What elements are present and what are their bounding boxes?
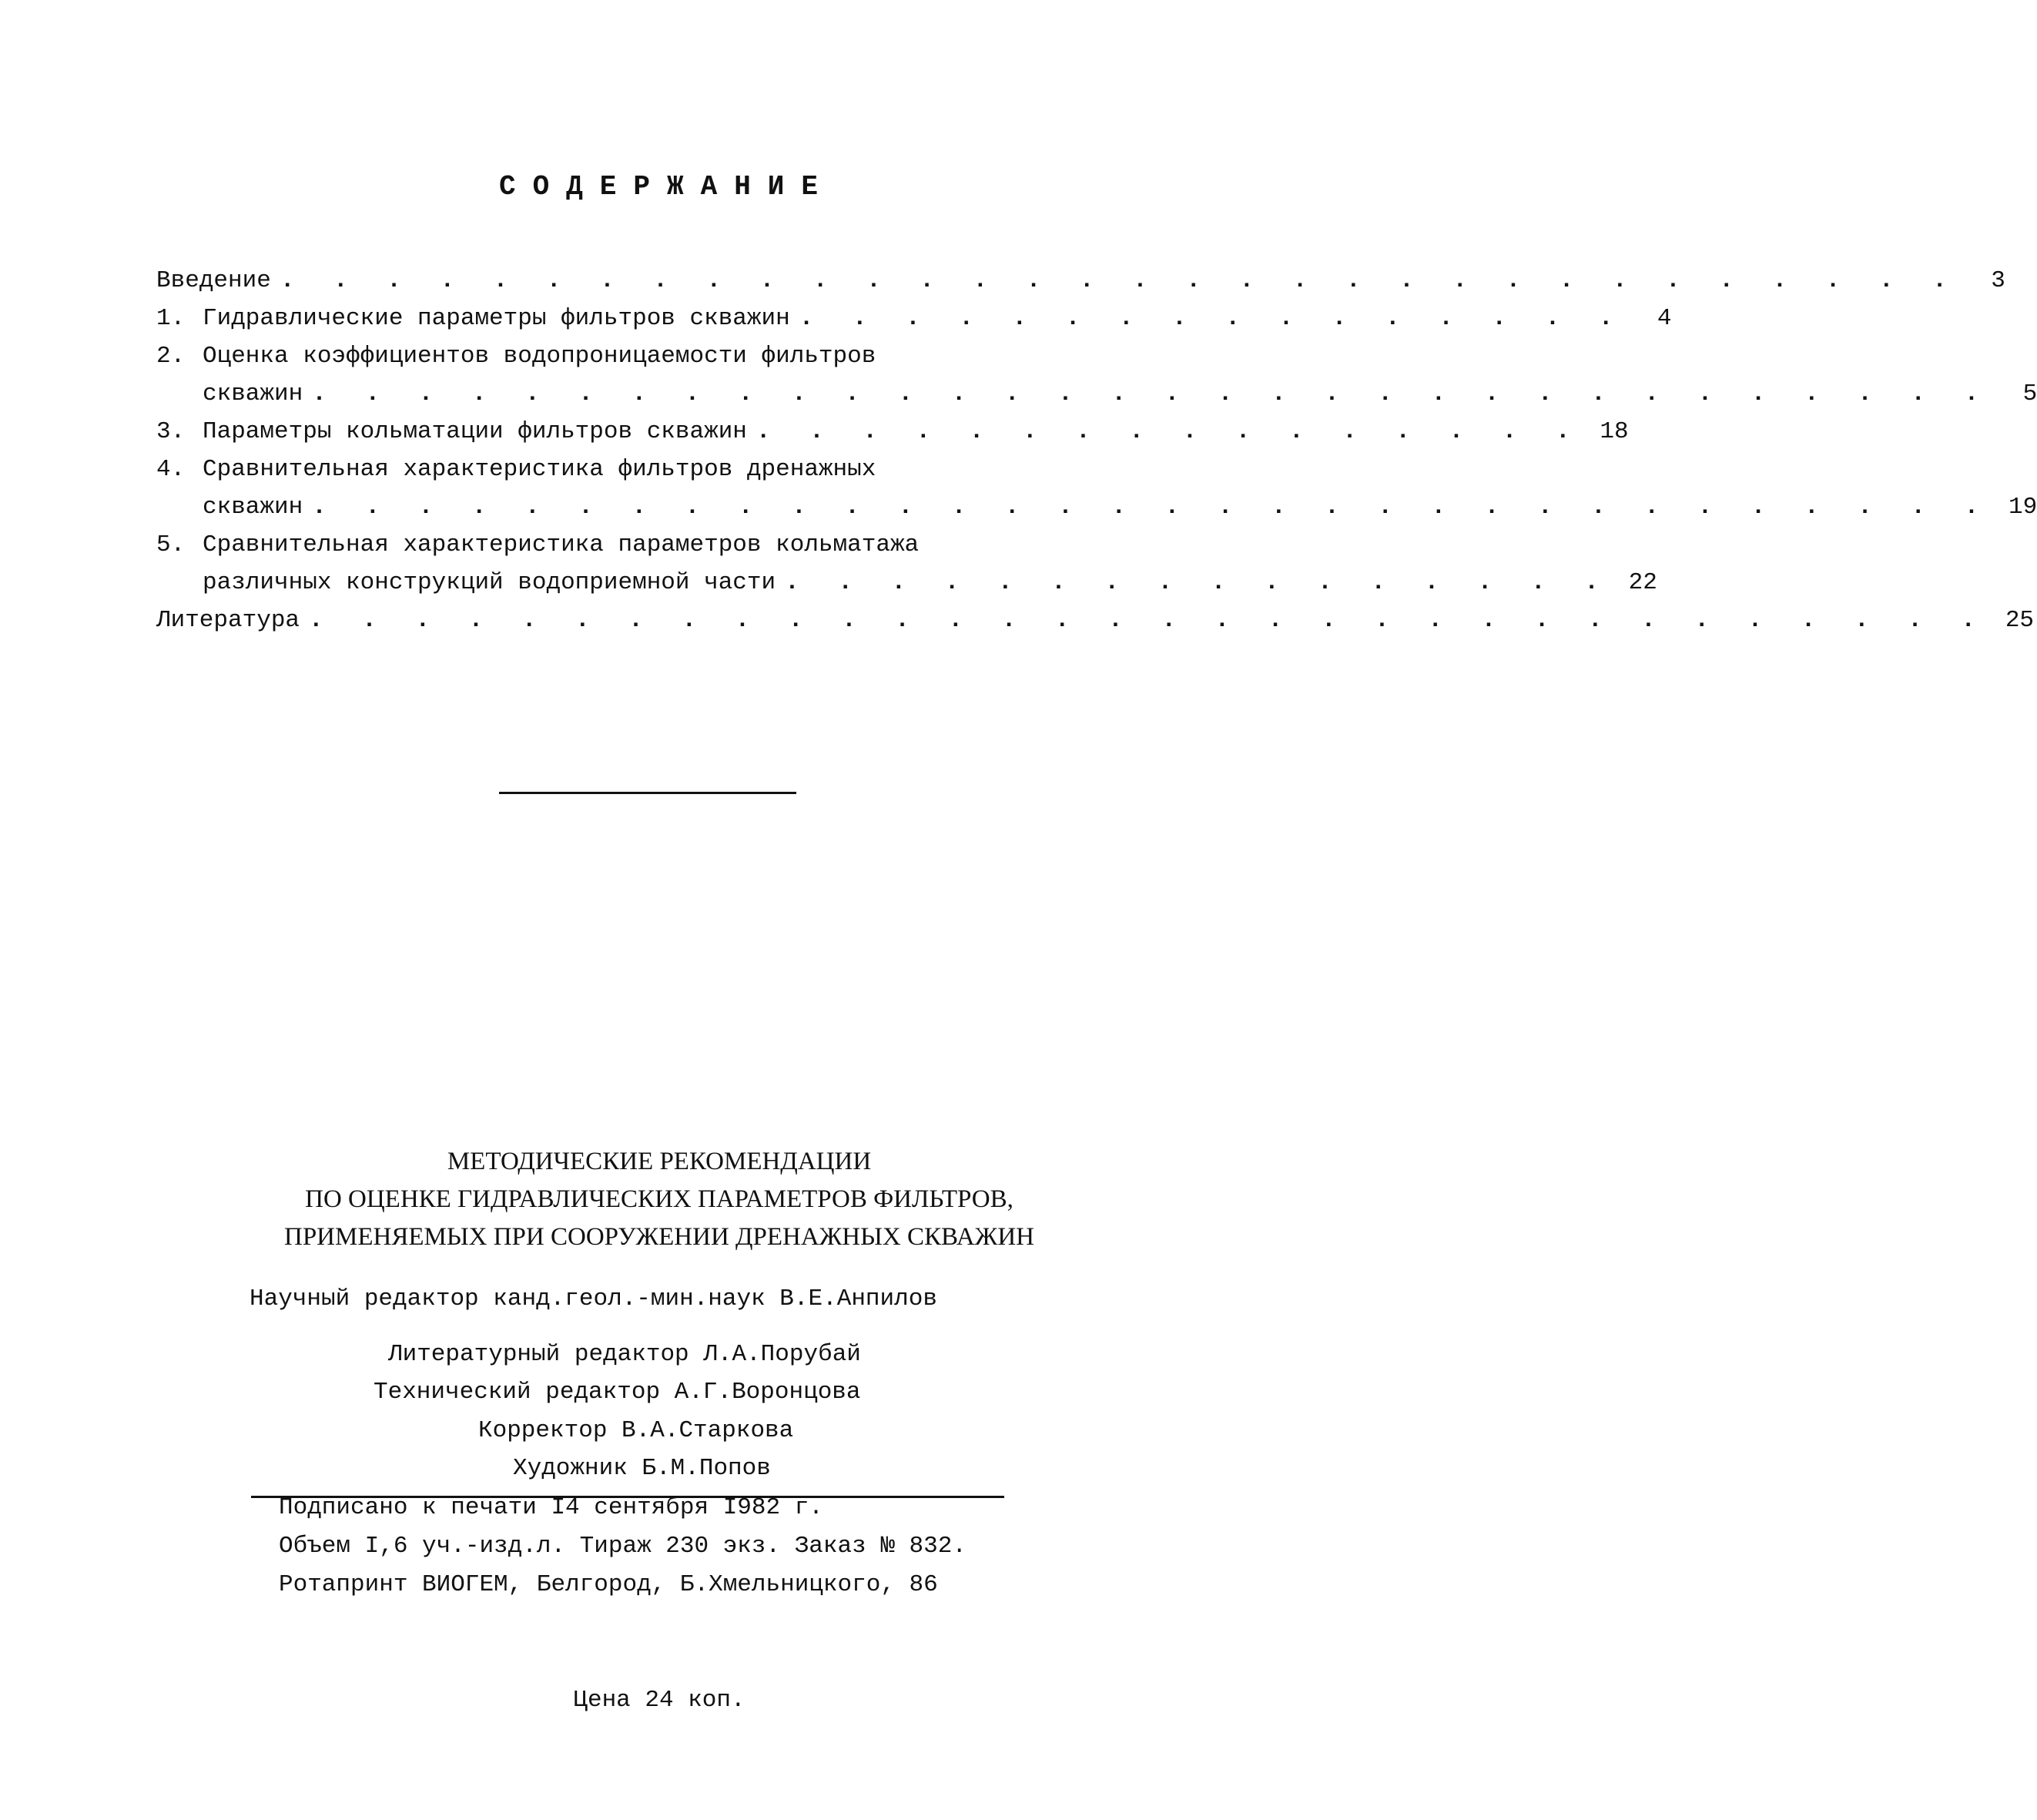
literary-editor-line: Литературный редактор Л.А.Порубай xyxy=(388,1341,861,1368)
toc-leader-dots: . . . . . . . . . . . . . . . . . . . . . . . . . . . . . . . . xyxy=(312,380,1992,407)
toc-entry-2 xyxy=(156,337,1165,375)
toc-entry-number: 1. xyxy=(156,305,186,332)
toc-entry-title-continued: различных конструкций водоприемной части xyxy=(203,569,776,596)
artist-line: Художник Б.М.Попов xyxy=(513,1455,771,1482)
printer-line: Ротапринт ВИОГЕМ, Белгород, Б.Хмельницкого, 86 xyxy=(279,1571,938,1598)
signed-for-print-line: Подписано к печати I4 сентября I982 г. xyxy=(279,1494,823,1521)
toc-entry-page: 25 xyxy=(2005,607,2035,634)
scientific-editor-line: Научный редактор канд.геол.-мин.наук В.Е.Анпилов xyxy=(250,1285,937,1312)
toc-entry-5-continuation xyxy=(156,564,1657,602)
toc-entry-4-continuation xyxy=(156,488,2037,526)
toc-entry-title-continued: скважин xyxy=(203,494,303,521)
toc-leader-dots: . . . . . . . . . . . . . . . . xyxy=(755,418,1583,445)
table-of-contents xyxy=(156,262,2037,639)
toc-leader-dots: . . . . . . . . . . . . . . . . . . . . . . . . . . . . . . . . xyxy=(280,267,1959,294)
toc-entry-page: 22 xyxy=(1628,569,1657,596)
toc-entry-number: 3. xyxy=(156,418,186,445)
toc-entry-page: 19 xyxy=(2009,494,2037,521)
toc-heading: СОДЕРЖАНИЕ xyxy=(498,171,836,203)
toc-entry-page: 3 xyxy=(1991,267,2005,294)
corrector-line: Корректор В.А.Старкова xyxy=(478,1417,794,1444)
toc-entry-page: 4 xyxy=(1657,305,1672,332)
toc-entry-title: Введение xyxy=(156,267,271,294)
toc-entry-title: Сравнительная характеристика фильтров дренажных xyxy=(203,456,876,483)
toc-entry-title: Параметры кольматации фильтров скважин xyxy=(203,418,747,445)
toc-entry-number: 4. xyxy=(156,456,186,483)
volume-line: Объем I,6 уч.-изд.л. Тираж 230 экз. Заказ № 832. xyxy=(279,1533,967,1560)
toc-entry-2-continuation xyxy=(156,375,2037,413)
toc-entry-title: Оценка коэффициентов водопроницаемости фильтров xyxy=(203,343,876,370)
toc-entry-3 xyxy=(156,413,1629,451)
publication-title-line-3: ПРИМЕНЯЕМЫХ ПРИ СООРУЖЕНИИ ДРЕНАЖНЫХ СКВАЖИН xyxy=(284,1223,1034,1251)
technical-editor-line: Технический редактор А.Г.Воронцова xyxy=(374,1379,861,1406)
publication-title-line-1: МЕТОДИЧЕСКИЕ РЕКОМЕНДАЦИИ xyxy=(447,1148,872,1175)
toc-entry-intro xyxy=(156,262,2005,300)
toc-leader-dots: . . . . . . . . . . . . . . . . xyxy=(799,305,1626,332)
toc-entry-page: 18 xyxy=(1600,418,1629,445)
toc-entry-title-continued: скважин xyxy=(203,380,303,407)
publication-title xyxy=(0,1143,1318,1256)
toc-entry-title: Гидравлические параметры фильтров скважин xyxy=(203,305,790,332)
toc-entry-title: Литература xyxy=(156,607,300,634)
toc-leader-dots: . . . . . . . . . . . . . . . . xyxy=(785,569,1611,596)
toc-entry-4 xyxy=(156,451,1165,488)
toc-leader-dots: . . . . . . . . . . . . . . . . . . . . . . . . . . . . . . . . xyxy=(312,494,1992,521)
toc-leader-dots: . . . . . . . . . . . . . . . . . . . . . . . . . . . . . . . . xyxy=(309,607,1988,634)
toc-entry-title: Сравнительная характеристика параметров кольматажа xyxy=(203,531,920,558)
toc-entry-literature xyxy=(156,602,2035,639)
toc-entry-1 xyxy=(156,300,1672,337)
price-line: Цена 24 коп. xyxy=(573,1687,745,1714)
toc-entry-number: 2. xyxy=(156,343,186,370)
toc-entry-page: 5 xyxy=(2022,380,2037,407)
toc-entry-5 xyxy=(156,526,1165,564)
toc-entry-number: 5. xyxy=(156,531,186,558)
section-divider xyxy=(499,792,796,794)
publication-title-line-2: ПО ОЦЕНКЕ ГИДРАВЛИЧЕСКИХ ПАРАМЕТРОВ ФИЛЬТРОВ, xyxy=(305,1185,1013,1213)
